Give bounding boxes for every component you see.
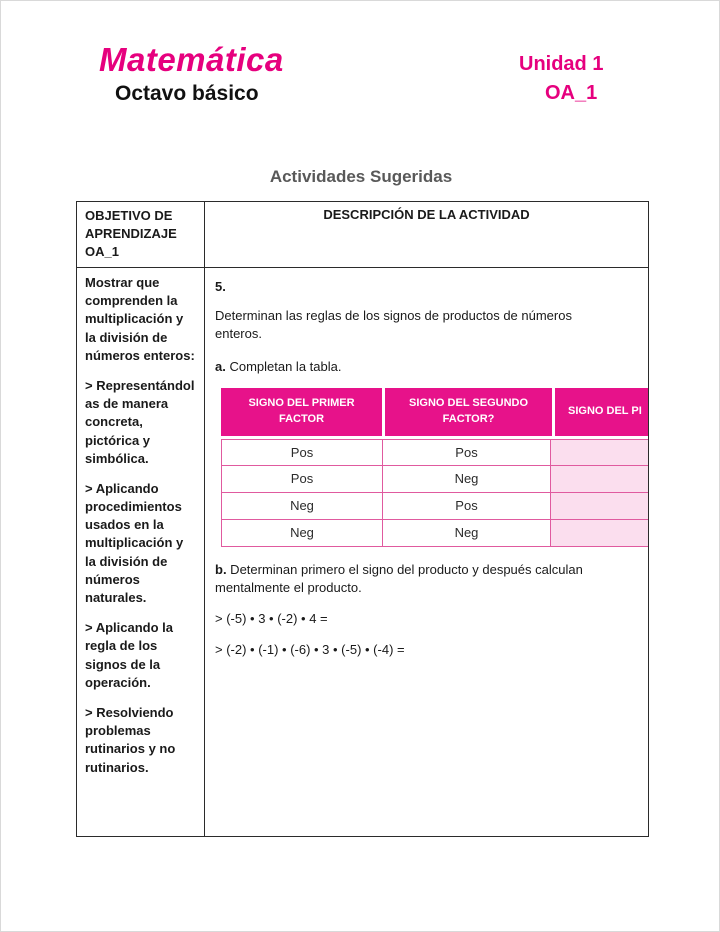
signs-cell: Neg bbox=[383, 520, 551, 547]
objective-cell bbox=[77, 268, 205, 836]
activity-column-header: DESCRIPCIÓN DE LA ACTIVIDAD bbox=[323, 207, 530, 222]
step-b-text: Determinan primero el signo del producto y después calculan mentalmente el producto. bbox=[215, 561, 583, 595]
signs-table-row bbox=[221, 439, 648, 466]
activities-table-header-row bbox=[77, 202, 648, 268]
grade-subtitle: Octavo básico bbox=[115, 82, 259, 105]
step-b bbox=[215, 561, 615, 597]
exercise-line: > (-5) • 3 • (-2) • 4 = bbox=[215, 611, 328, 627]
signs-cell: Neg bbox=[383, 466, 551, 493]
objective-bullet: > Aplicando procedimientos usados en la multiplicación y la división de números naturales. bbox=[85, 480, 184, 605]
signs-cell-product bbox=[551, 520, 648, 547]
unit-label: Unidad 1 bbox=[519, 53, 604, 75]
activity-number: 5. bbox=[215, 279, 226, 294]
signs-header-product: SIGNO DEL PI bbox=[555, 388, 648, 436]
subject-title: Matemática bbox=[99, 41, 284, 78]
objective-bullet: > Representándol as de manera concreta, pictórica y simbólica. bbox=[85, 377, 195, 466]
signs-table-row bbox=[221, 466, 648, 493]
signs-header-second-factor: SIGNO DEL SEGUNDO FACTOR? bbox=[385, 388, 552, 436]
step-b-label: b. bbox=[215, 561, 227, 577]
activity-description: Determinan las reglas de los signos de productos de números enteros. bbox=[215, 308, 572, 342]
activities-table-body-row bbox=[77, 268, 648, 836]
signs-table-body bbox=[221, 439, 648, 547]
signs-table bbox=[221, 388, 648, 547]
signs-cell-product bbox=[551, 466, 648, 493]
signs-cell: Neg bbox=[221, 493, 383, 520]
signs-cell-product bbox=[551, 493, 648, 520]
signs-table-row bbox=[221, 493, 648, 520]
step-a bbox=[215, 358, 615, 376]
objective-bullet: > Resolviendo problemas rutinarios y no rutinarios. bbox=[85, 704, 176, 775]
objective-column-header: OBJETIVO DE APRENDIZAJE OA_1 bbox=[77, 202, 205, 267]
exercise-line: > (-2) • (-1) • (-6) • 3 • (-5) • (-4) = bbox=[215, 642, 405, 658]
step-a-label: a. bbox=[215, 358, 226, 374]
signs-cell: Pos bbox=[383, 493, 551, 520]
signs-table-row bbox=[221, 520, 648, 547]
signs-table-header-row bbox=[221, 388, 648, 436]
activity-cell bbox=[205, 268, 648, 836]
objective-bullet: > Aplicando la regla de los signos de la operación. bbox=[85, 620, 174, 690]
signs-header-first-factor: SIGNO DEL PRIMER FACTOR bbox=[221, 388, 382, 436]
signs-cell: Neg bbox=[221, 520, 383, 547]
step-a-text: Completan la tabla. bbox=[225, 358, 342, 374]
activities-table bbox=[76, 201, 649, 837]
objective-intro: Mostrar que comprenden la multiplicación y la división de números enteros: bbox=[85, 275, 195, 363]
signs-cell: Pos bbox=[221, 466, 383, 493]
page-title: Actividades Sugeridas bbox=[269, 167, 453, 186]
signs-cell-product bbox=[551, 439, 648, 466]
signs-cell: Pos bbox=[383, 439, 551, 466]
signs-cell: Pos bbox=[221, 439, 383, 466]
oa-code-label: OA_1 bbox=[545, 82, 598, 104]
